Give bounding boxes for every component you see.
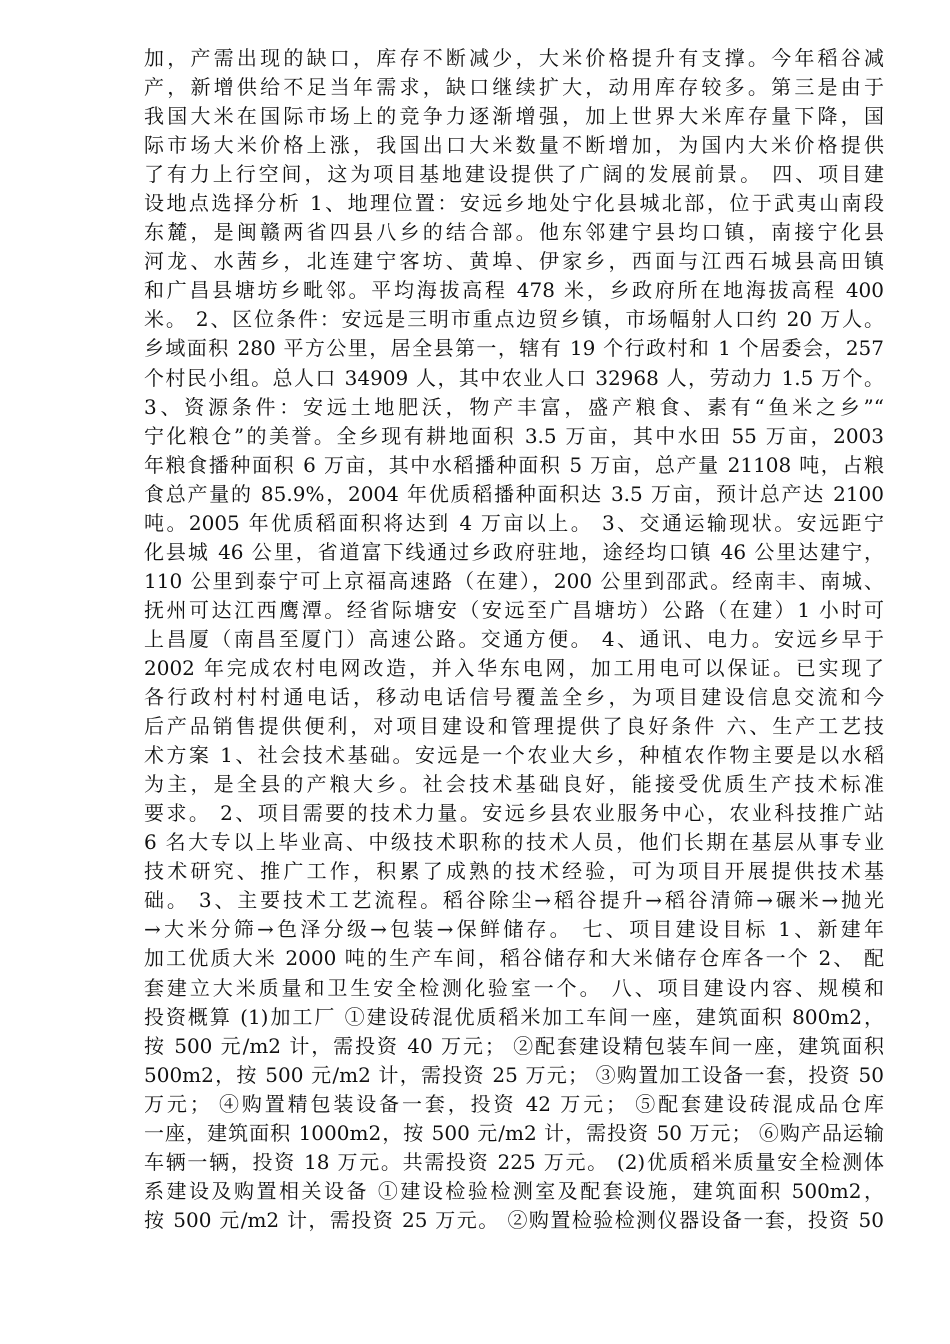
body-text — [144, 44, 884, 1235]
text-line: 万元； ④购置精包装设备一套，投资 42 万元； ⑤配套建设砖混成品仓库 — [144, 1091, 884, 1116]
text-line: 按 500 元/m2 计，需投资 40 万元； ②配套建设精包装车间一座，建筑面积 — [144, 1033, 884, 1058]
text-line: 加，产需出现的缺口，库存不断减少，大米价格提升有支撑。今年稻谷减 — [144, 46, 884, 70]
text-line: 上昌厦（南昌至厦门）高速公路。交通方便。 4、通讯、电力。安远乡早于 — [144, 626, 884, 651]
text-line: 吨。2005 年优质稻面积将达到 4 万亩以上。 3、交通运输现状。安远距宁 — [144, 510, 884, 535]
text-line: 设地点选择分析 1、地理位置：安远乡地处宁化县城北部，位于武夷山南段 — [144, 191, 884, 216]
text-line: →大米分筛→色泽分级→包装→保鲜储存。 七、项目建设目标 1、新建年 — [144, 917, 884, 942]
text-line: 东麓，是闽赣两省四县八乡的结合部。他东邻建宁县均口镇，南接宁化县 — [144, 220, 884, 245]
text-line: 个村民小组。总人口 34909 人，其中农业人口 32968 人，劳动力 1.5 万个。 — [144, 365, 884, 390]
text-line: 际市场大米价格上涨，我国出口大米数量不断增加，为国内大米价格提供 — [144, 133, 884, 158]
text-line: 要求。 2、项目需要的技术力量。安远乡县农业服务中心，农业科技推广站 — [144, 801, 884, 826]
text-line: 我国大米在国际市场上的竞争力逐渐增强，加上世界大米库存量下降，国 — [144, 104, 884, 129]
text-line: 河龙、水茜乡，北连建宁客坊、黄埠、伊家乡，西面与江西石城县高田镇 — [144, 249, 884, 274]
text-line: 了有力上行空间，这为项目基地建设提供了广阔的发展前景。 四、项目建 — [144, 162, 884, 187]
text-line: 年粮食播种面积 6 万亩，其中水稻播种面积 5 万亩，总产量 21108 吨，占粮 — [144, 452, 884, 477]
text-line: 技术研究、推广工作，积累了成熟的技术经验，可为项目开展提供技术基 — [144, 859, 884, 884]
text-line: 套建立大米质量和卫生安全检测化验室一个。 八、项目建设内容、规模和 — [144, 975, 884, 1000]
text-line: 500m2，按 500 元/m2 计，需投资 25 万元； ③购置加工设备一套，投资 50 — [144, 1062, 884, 1087]
text-line: 乡域面积 280 平方公里，居全县第一，辖有 19 个行政村和 1 个居委会，257 — [144, 336, 884, 361]
text-line: 各行政村村村通电话，移动电话信号覆盖全乡，为项目建设信息交流和今 — [144, 685, 884, 710]
text-line: 抚州可达江西鹰潭。经省际塘安（安远至广昌塘坊）公路（在建）1 小时可 — [144, 597, 884, 622]
text-line: 2002 年完成农村电网改造，并入华东电网，加工用电可以保证。已实现了 — [144, 655, 884, 680]
text-line: 后产品销售提供便利，对项目建设和管理提供了良好条件 六、生产工艺技 — [144, 714, 884, 739]
text-line: 米。 2、区位条件：安远是三明市重点边贸乡镇，市场幅射人口约 20 万人。 — [144, 307, 884, 332]
text-line: 术方案 1、社会技术基础。安远是一个农业大乡，种植农作物主要是以水稻 — [144, 743, 884, 768]
text-line: 和广昌县塘坊乡毗邻。平均海拔高程 478 米，乡政府所在地海拔高程 400 — [144, 278, 884, 303]
text-line: 产，新增供给不足当年需求，缺口继续扩大，动用库存较多。第三是由于 — [144, 75, 884, 100]
text-line: 3、资源条件：安远土地肥沃，物产丰富，盛产粮食、素有“鱼米之乡”“ — [144, 394, 884, 419]
text-line: 础。 3、主要技术工艺流程。稻谷除尘→稻谷提升→稻谷清筛→碾米→抛光 — [144, 888, 884, 913]
text-line: 110 公里到泰宁可上京福高速路（在建），200 公里到邵武。经南丰、南城、 — [144, 568, 884, 593]
text-line: 系建设及购置相关设备 ①建设检验检测室及配套设施，建筑面积 500m2， — [144, 1178, 884, 1203]
text-line: 加工优质大米 2000 吨的生产车间，稻谷储存和大米储存仓库各一个 2、 配 — [144, 946, 884, 971]
text-line: 按 500 元/m2 计，需投资 25 万元。 ②购置检验检测仪器设备一套，投资 50 — [144, 1207, 884, 1232]
text-line: 食总产量的 85.9%，2004 年优质稻播种面积达 3.5 万亩，预计总产达 2100 — [144, 481, 884, 506]
text-line: 为主，是全县的产粮大乡。社会技术基础良好，能接受优质生产技术标准 — [144, 772, 884, 797]
text-line: 车辆一辆，投资 18 万元。共需投资 225 万元。 (2)优质稻米质量安全检测体 — [144, 1149, 884, 1174]
text-line: 6 名大专以上毕业高、中级技术职称的技术人员，他们长期在基层从事专业 — [144, 830, 884, 855]
text-line: 宁化粮仓”的美誉。全乡现有耕地面积 3.5 万亩，其中水田 55 万亩，2003 — [144, 423, 884, 448]
text-line: 投资概算 (1)加工厂 ①建设砖混优质稻米加工车间一座，建筑面积 800m2， — [144, 1004, 884, 1029]
text-line: 化县城 46 公里，省道富下线通过乡政府驻地，途经均口镇 46 公里达建宁， — [144, 539, 884, 564]
text-line: 一座，建筑面积 1000m2，按 500 元/m2 计，需投资 50 万元； ⑥购产品运输 — [144, 1120, 884, 1145]
